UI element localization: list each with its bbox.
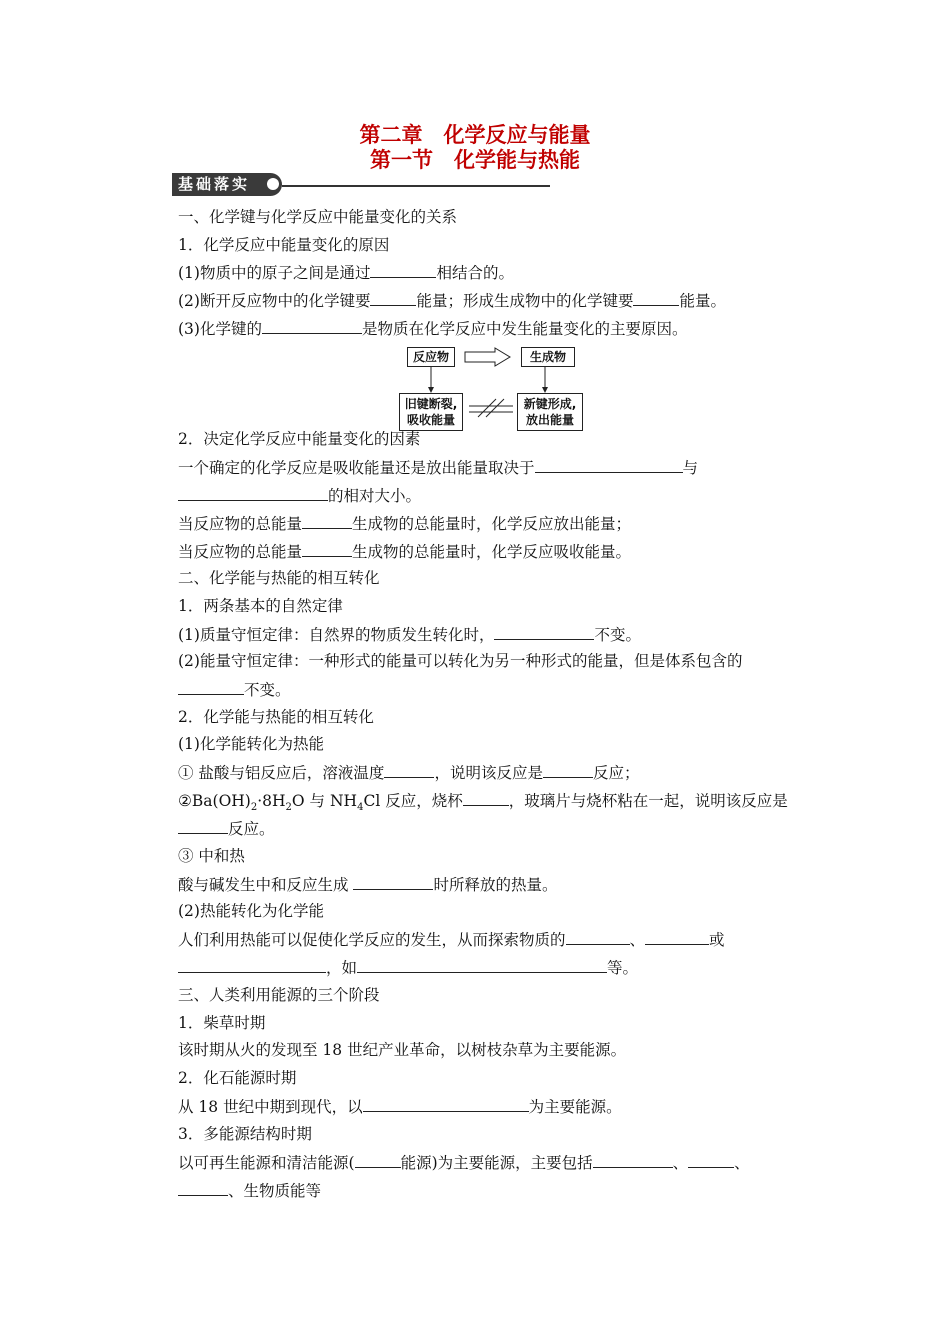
subheading-3-1: 1．柴草时期 [178,1014,266,1032]
bond-break-box: 旧键断裂, 吸收能量 [399,393,463,431]
line-2-2-9: ，如 等。 [178,957,638,978]
blank[interactable] [262,318,362,334]
line-1-2-4: 当反应物的总能量 生成物的总能量时，化学反应吸收能量。 [178,543,632,561]
line-3-2-1: 从 18 世纪中期到现代，以 为主要能源。 [178,1098,622,1116]
blank[interactable] [302,541,352,557]
line-2-1-1: (1)质量守恒定律：自然界的物质发生转化时， 不变。 [178,626,641,644]
section-badge: 基础落实 [172,173,282,196]
line-3-3-1: 以可再生能源和清洁能源( 能源)为主要能源，主要包括 、 、 [178,1154,750,1172]
line-1-2-1: 一个确定的化学反应是吸收能量还是放出能量取决于 与 [178,459,699,477]
line-1-1-3: (3)化学键的 是物质在化学反应中发生能量变化的主要原因。 [178,320,688,338]
line-3-1-1: 该时期从火的发现至 18 世纪产业革命，以树枝杂草为主要能源。 [178,1041,627,1059]
line-2-2-4: 反应。 [178,818,275,839]
line-1-2-3: 当反应物的总能量 生成物的总能量时，化学反应放出能量； [178,515,632,533]
line-2-2-6: 酸与碱发生中和反应生成 时所释放的热量。 [178,876,558,894]
line-2-1-2: (2)能量守恒定律：一种形式的能量可以转化为另一种形式的能量，但是体系包含的 [178,652,743,670]
blank[interactable] [178,957,326,973]
blank[interactable] [178,818,228,834]
heading-2: 二、化学能与热能的相互转化 [178,569,380,587]
subheading-2-2: 2．化学能与热能的相互转化 [178,708,374,726]
heading-1: 一、化学键与化学反应中能量变化的关系 [178,208,458,226]
blank[interactable] [363,1096,529,1112]
blank[interactable] [370,262,436,278]
blank[interactable] [543,762,593,778]
line-2-2-5: ③ 中和热 [178,847,245,865]
blank[interactable] [178,1180,228,1196]
blank[interactable] [370,290,416,306]
bond-energy-diagram [395,343,595,433]
blank[interactable] [178,679,244,695]
blank[interactable] [633,290,679,306]
reactant-box: 反应物 [407,347,455,367]
blank[interactable] [593,1152,673,1168]
blank[interactable] [535,457,683,473]
blank[interactable] [566,929,630,945]
blank[interactable] [645,929,709,945]
badge-divider [282,185,550,187]
heading-3: 三、人类利用能源的三个阶段 [178,986,380,1004]
section-title: 第一节 化学能与热能 [370,147,580,172]
line-1-1-2: (2)断开反应物中的化学键要 能量；形成生成物中的化学键要 能量。 [178,292,726,310]
line-2-2-2: ① 盐酸与铝反应后，溶液温度 ，说明该反应是 反应； [178,764,640,782]
line-2-1-3: 不变。 [178,679,291,700]
subheading-1-1: 1．化学反应中能量变化的原因 [178,236,390,254]
blank[interactable] [494,624,594,640]
blank[interactable] [178,485,328,501]
blank[interactable] [302,513,352,529]
blank[interactable] [688,1152,734,1168]
line-3-3-2: 、生物质能等 [178,1180,321,1201]
blank[interactable] [357,957,607,973]
subheading-2-1: 1．两条基本的自然定律 [178,597,343,615]
line-1-2-2: 的相对大小。 [178,485,421,506]
line-1-1-1: (1)物质中的原子之间是通过 相结合的。 [178,264,514,282]
blank[interactable] [463,790,509,806]
badge-dot-icon [267,178,279,190]
line-2-2-3: $②Ba(OH)_2\cdot 8H_2O$ 与 $NH_4Cl$ 反应，烧杯 ，玻璃片与烧杯粘在一起，说明该反应是 [178,792,788,814]
line-2-2-1: (1)化学能转化为热能 [178,735,324,753]
product-box: 生成物 [521,347,575,367]
line-2-2-7: (2)热能转化为化学能 [178,902,324,920]
blank[interactable] [384,762,434,778]
line-2-2-8: 人们利用热能可以促使化学反应的发生，从而探索物质的 、 或 [178,931,725,949]
chapter-title: 第二章 化学反应与能量 [359,122,591,147]
subheading-3-3: 3．多能源结构时期 [178,1125,312,1143]
blank[interactable] [355,1152,401,1168]
blank[interactable] [353,874,433,890]
bond-form-box: 新键形成, 放出能量 [517,393,583,431]
subheading-1-2: 2．决定化学反应中能量变化的因素 [178,430,421,448]
subheading-3-2: 2．化石能源时期 [178,1069,297,1087]
